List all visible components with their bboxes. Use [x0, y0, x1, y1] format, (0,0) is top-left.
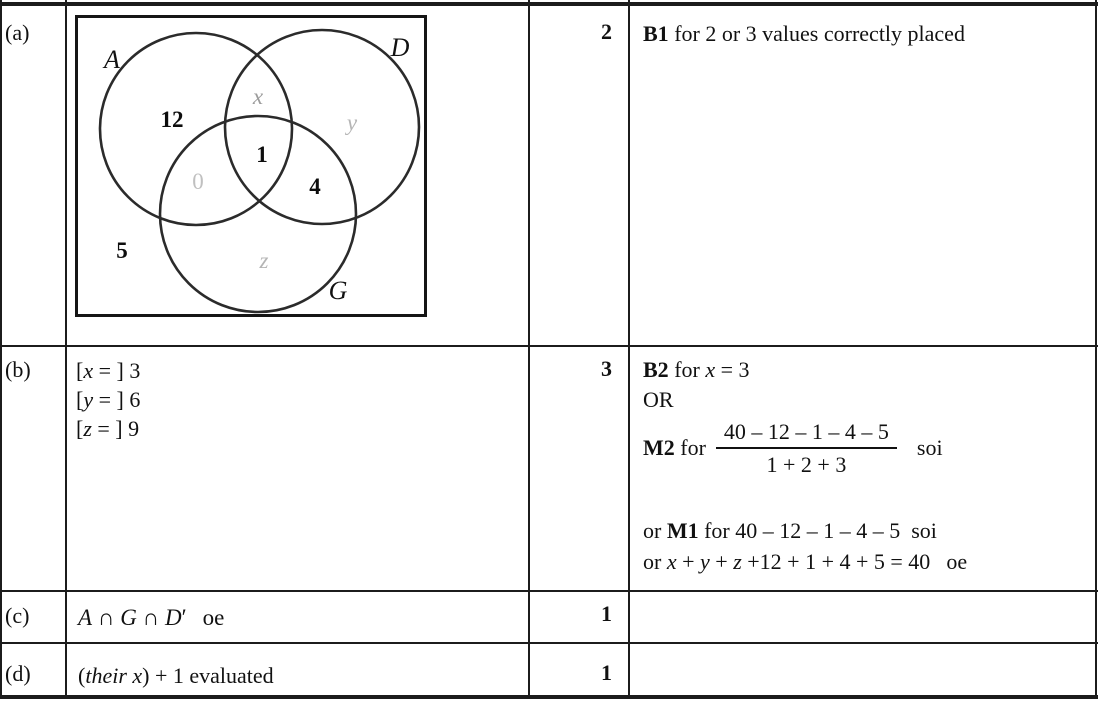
comment-line-b2: [643, 355, 1093, 385]
venn-diagram: [75, 15, 427, 317]
comment-line-m1: [643, 515, 1093, 546]
fraction-denominator: 1 + 2 + 3: [766, 452, 847, 477]
table-divider-marks-left: [528, 0, 530, 699]
table-border-left: [0, 0, 2, 699]
row-divider-a-b: [0, 345, 1098, 347]
part-label-d: (d): [5, 661, 31, 686]
mark-code-b1: B1: [643, 21, 669, 46]
venn-value-d-only: y: [346, 110, 358, 135]
text: for 40 – 12 – 1 – 4 – 5 soi: [698, 518, 937, 543]
oe-label: oe: [946, 549, 968, 574]
part-label-a: (a): [5, 20, 30, 45]
answer-line-z: [76, 414, 140, 443]
prime-symbol: ′: [181, 605, 187, 630]
comment-line-m2: [643, 417, 1093, 479]
venn-circles: [78, 18, 424, 314]
paren: (: [78, 663, 86, 688]
text: +: [709, 549, 734, 574]
text: ) + 1 evaluated: [142, 663, 274, 688]
venn-value-d-and-g: 4: [309, 174, 321, 199]
text: or: [643, 518, 667, 543]
variable-x: x: [666, 549, 677, 574]
circle-set-a: [100, 33, 292, 225]
intersection-symbol: ∩: [92, 605, 121, 630]
variable-x: x: [83, 358, 94, 383]
venn-value-outside: 5: [116, 238, 128, 263]
venn-value-center: 1: [256, 142, 268, 167]
variable-z: z: [83, 416, 92, 441]
marks-cell-c: 1: [601, 601, 612, 626]
set-a: A: [78, 605, 93, 630]
marks-cell-d: 1: [601, 660, 612, 685]
oe-label: oe: [202, 605, 225, 630]
venn-value-g-only: z: [259, 248, 269, 273]
comment-cell-a: [643, 19, 1093, 49]
variable-y: y: [700, 549, 710, 574]
comment-line-oe: [643, 546, 1093, 577]
fraction: [716, 419, 897, 477]
venn-set-label-d: D: [390, 33, 410, 62]
comment-cell-b: [643, 355, 1093, 577]
table-divider-part: [65, 0, 67, 699]
venn-value-a-and-g: 0: [192, 169, 204, 194]
mark-code-m2: M2: [643, 435, 675, 460]
text: +12 + 1 + 4 + 5 = 40: [741, 549, 931, 574]
answer-cell-b: [76, 356, 140, 443]
row-divider-c-d: [0, 642, 1098, 644]
answer-cell-c: [78, 603, 224, 632]
equals-bracket: = ]: [93, 358, 130, 383]
part-label-b: (b): [5, 357, 31, 382]
venn-value-a-and-d: x: [252, 84, 264, 109]
mark-code-m1: M1: [666, 518, 699, 543]
table-border-bottom: [0, 695, 1098, 699]
venn-value-a-only: 12: [160, 107, 184, 132]
table-border-right: [1095, 0, 1097, 699]
table-divider-marks-right: [628, 0, 630, 699]
value-x: 3: [129, 358, 141, 383]
comment-text-a: for 2 or 3 values correctly placed: [668, 21, 965, 46]
equals-bracket: = ]: [93, 387, 130, 412]
text: = 3: [715, 357, 750, 382]
text: +: [676, 549, 701, 574]
set-g: G: [120, 605, 137, 630]
text: for: [674, 435, 706, 460]
variable-y: y: [83, 387, 94, 412]
answer-line-y: [76, 385, 140, 414]
fraction-numerator: 40 – 12 – 1 – 4 – 5: [716, 419, 897, 449]
venn-set-label-g: G: [328, 276, 348, 305]
bracket: [: [76, 416, 84, 441]
text: or: [643, 549, 667, 574]
marks-cell-b: 3: [601, 356, 612, 381]
their-x: their x: [85, 663, 143, 688]
venn-set-label-a: A: [104, 45, 120, 74]
mark-code-b2: B2: [643, 357, 669, 382]
value-z: 9: [128, 416, 140, 441]
bracket: [: [76, 358, 84, 383]
value-y: 6: [129, 387, 141, 412]
intersection-symbol: ∩: [136, 605, 165, 630]
soi-label: soi: [916, 435, 943, 460]
marks-cell-a: 2: [601, 19, 612, 44]
answer-line-x: [76, 356, 140, 385]
comment-line-or: OR: [643, 387, 674, 412]
equals-bracket: = ]: [91, 416, 129, 441]
text: for: [668, 357, 706, 382]
set-d: D: [164, 605, 182, 630]
table-border-top: [0, 2, 1098, 6]
answer-cell-d: [78, 661, 274, 690]
m2-label: [643, 433, 706, 463]
part-label-c: (c): [5, 603, 30, 628]
variable-z: z: [733, 549, 742, 574]
variable-x: x: [705, 357, 716, 382]
bracket: [: [76, 387, 84, 412]
row-divider-b-c: [0, 590, 1098, 592]
